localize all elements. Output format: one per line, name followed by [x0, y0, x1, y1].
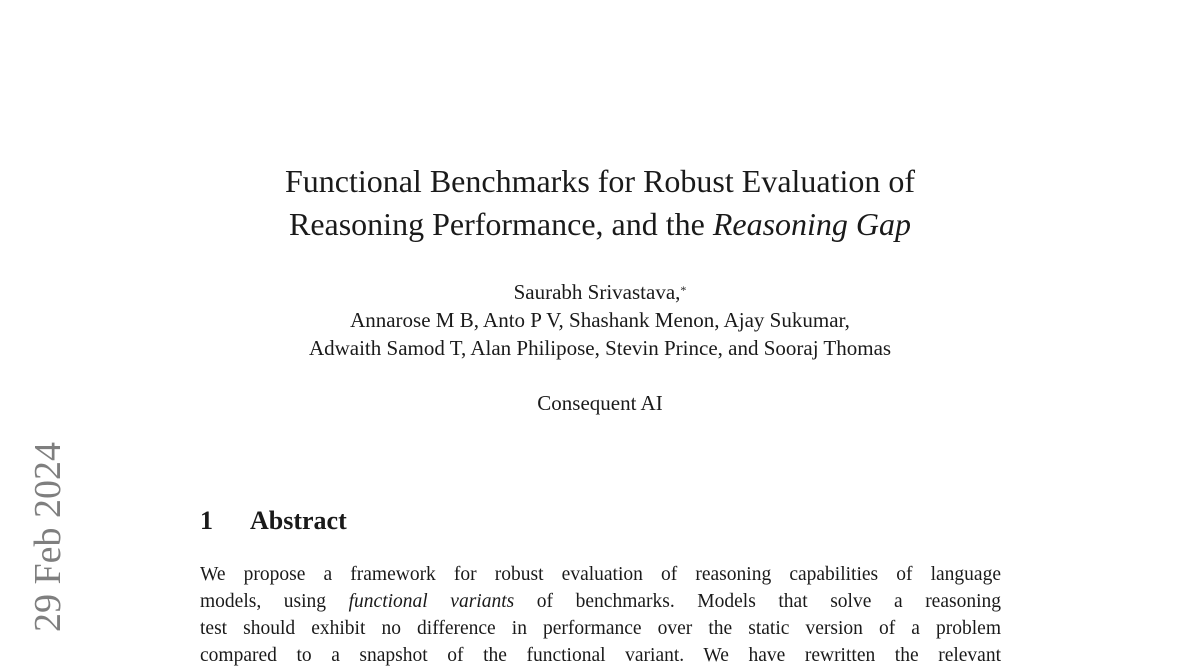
abstract-line-2-prefix: models, using — [200, 591, 349, 612]
abstract-text — [200, 561, 1001, 669]
lead-author: Saurabh Srivastava, — [513, 280, 681, 304]
abstract-line-4: compared to a snapshot of the functional variant. We have rewritten the relevant — [200, 645, 1001, 666]
author-line-1 — [0, 278, 1200, 306]
abstract-line-2 — [200, 588, 1001, 615]
author-line-2: Annarose M B, Anto P V, Shashank Menon, Ajay Sukumar, — [350, 308, 850, 332]
title-line-2-text: Reasoning Performance, and the — [288, 206, 713, 242]
abstract-line-3: test should exhibit no difference in performance over the static version of a problem — [200, 618, 1001, 639]
title-emphasis: Reasoning Gap — [712, 206, 912, 242]
title-line-2 — [0, 203, 1200, 246]
author-list — [0, 278, 1200, 362]
abstract-line-2-suffix: of benchmarks. Models that solve a reasoning — [514, 591, 1001, 612]
abstract-line-1: We propose a framework for robust evaluation of reasoning capabilities of language — [200, 564, 1001, 585]
section-number: 1 — [200, 506, 213, 535]
affiliation: Consequent AI — [537, 391, 663, 415]
arxiv-date-stamp: 29 Feb 2024 — [27, 442, 69, 632]
section-title: Abstract — [250, 506, 347, 535]
abstract-emphasis: functional variants — [348, 591, 515, 612]
paper-title — [0, 160, 1200, 246]
author-line-3: Adwaith Samod T, Alan Philipose, Stevin Prince, and Sooraj Thomas — [308, 336, 892, 360]
title-line-1: Functional Benchmarks for Robust Evaluation of — [284, 163, 916, 199]
section-heading-abstract — [200, 504, 347, 538]
author-footnote-mark: * — [680, 283, 687, 297]
